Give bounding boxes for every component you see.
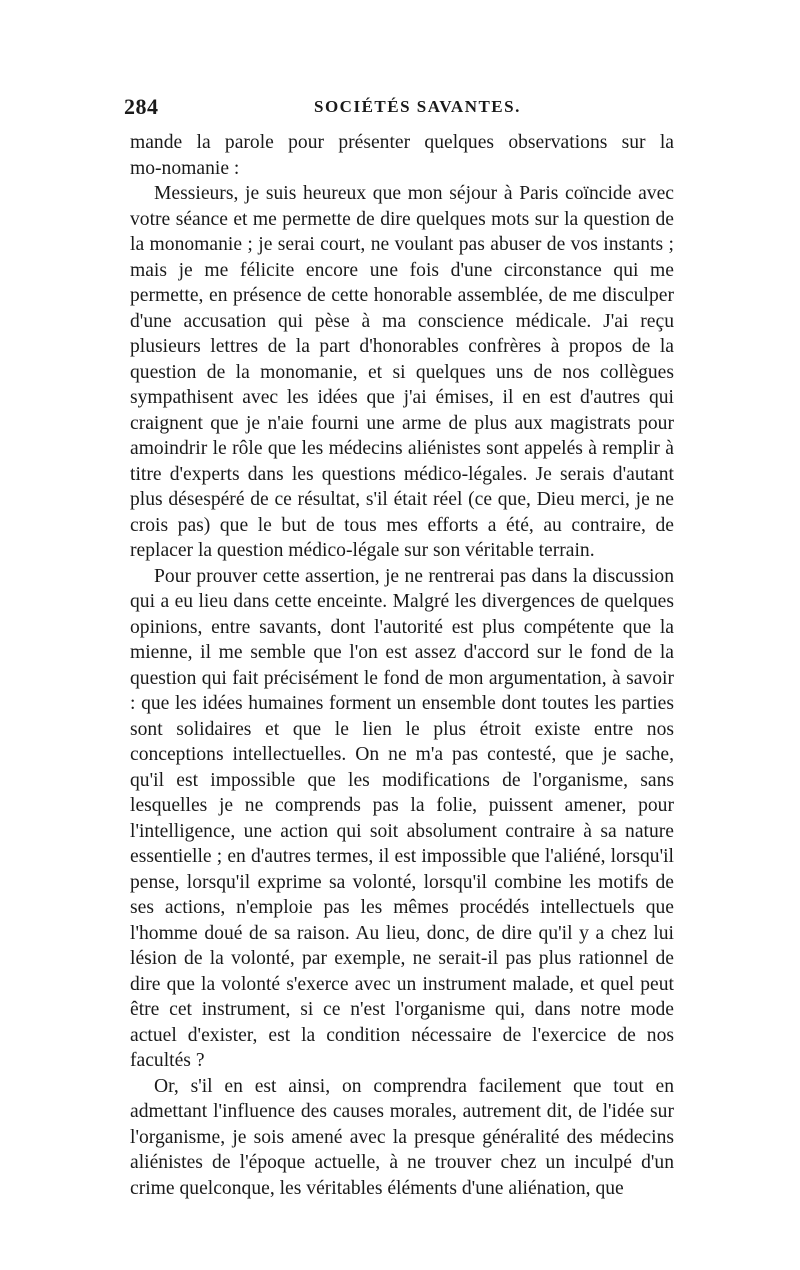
paragraph-speech-opening: Messieurs, je suis heureux que mon séjour à Paris coïncide avec votre séance et me permette de dire quelques mots sur la question de la monomanie ; je serai court, ne voulant pas abuser de vos instants ; mais je me félicite encore une fois d'une circonstance qui me permette, en présence de cette honorable assemblée, de me disculper d'une accusation qui pèse à ma conscience médicale. J'ai reçu plusieurs lettres de la part d'honorables confrères à propos de la question de la monomanie, et si quelques uns de nos collègues sympathisent avec les idées que j'ai émises, il en est d'autres qui craignent que je n'aie fourni une arme de plus aux magistrats pour amoindrir le rôle que les médecins aliénistes sont appelés à remplir à titre d'experts dans les questions médico-légales. Je serais d'autant plus désespéré de ce résultat, s'il était réel (ce que, Dieu merci, je ne crois pas) que le but de tous mes efforts a été, au contraire, de replacer la question médico-légale sur son véritable terrain.: [130, 183, 674, 561]
running-title: SOCIÉTÉS SAVANTES.: [314, 97, 521, 116]
paragraph-continuation: mande la parole pour présenter quelques observations sur la mo-nomanie :: [130, 132, 674, 179]
paragraph-conclusion: Or, s'il en est ainsi, on comprendra facilement que tout en admettant l'influence des causes morales, autrement dit, de l'idée sur l'organisme, je sois amené avec la presque généralité des médecins aliénistes de l'époque actuelle, à ne trouver chez un inculpé d'un crime quelconque, les véritables éléments d'une aliénation, que: [130, 1075, 674, 1199]
page-header: [124, 94, 672, 122]
paragraph-argument: Pour prouver cette assertion, je ne rentrerai pas dans la discussion qui a eu lieu dans cette enceinte. Malgré les divergences de quelques opinions, entre savants, dont l'autorité est plus compétente que la mienne, il me semble que l'on est assez d'accord sur le fond de la question qui fait précisément le fond de mon argumentation, à savoir : que les idées humaines forment un ensemble dont toutes les parties sont solidaires et que le lien le plus étroit existe entre nos conceptions intellectuelles. On ne m'a pas contesté, que je sache, qu'il est impossible que les modifications de l'organisme, sans lesquelles je ne comprends pas la folie, puissent amener, pour l'intelligence, une action qui soit absolument contraire à sa nature essentielle ; en d'autres termes, il est impossible que l'aliéné, lorsqu'il pense, lorsqu'il exprime sa volonté, lorsqu'il combine les motifs de ses actions, n'emploie pas les mêmes procédés intellectuels que l'homme doué de sa raison. Au lieu, donc, de dire qu'il y a chez lui lésion de la volonté, par exemple, ne serait-il pas plus rationnel de dire que la volonté s'exerce avec un instrument malade, et quel peut être cet instrument, si ce n'est l'organisme qui, dans notre mode actuel d'exister, est la condition nécessaire de l'exercice de nos facultés ?: [130, 565, 674, 1071]
page-number: 284: [124, 94, 159, 119]
body-text: [130, 130, 674, 1201]
